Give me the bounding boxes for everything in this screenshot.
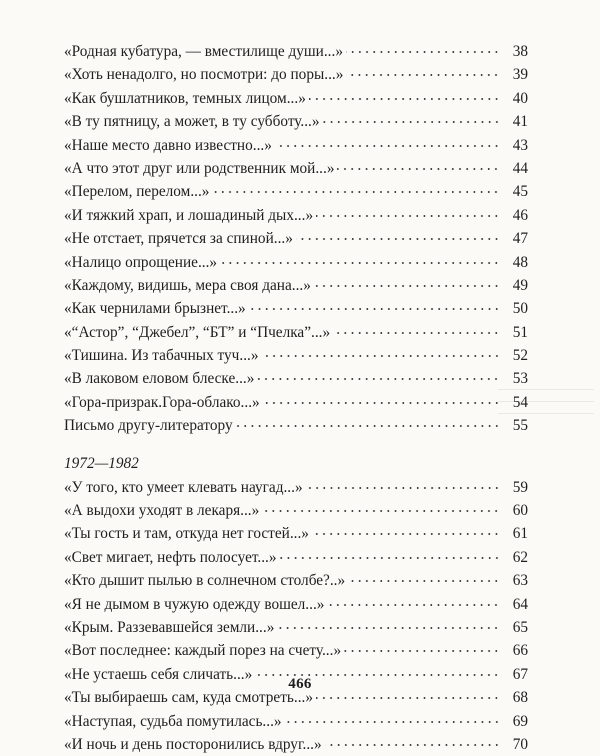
toc-entry-title: «Свет мигает, нефть полосует...» [64, 548, 277, 566]
toc-entry [64, 639, 528, 662]
toc-entry [64, 87, 528, 110]
toc-dot-leader [280, 557, 500, 559]
toc-entry-title: «Родная кубатура, — вместилище души...» [64, 43, 343, 60]
toc-dot-leader [346, 74, 500, 76]
toc-entry [64, 227, 528, 250]
toc-entry [64, 297, 528, 320]
toc-entry [64, 134, 528, 157]
toc-entry [64, 593, 528, 616]
toc-dot-leader [212, 191, 500, 193]
toc-entry-title: Письмо другу-литератору [64, 417, 233, 435]
toc-entry-page: 61 [512, 525, 528, 543]
toc-entry-page: 51 [512, 323, 528, 341]
toc-dot-leader [262, 510, 500, 512]
toc-entry-page: 60 [512, 502, 528, 520]
toc-entry [64, 710, 528, 733]
toc-dot-leader [263, 402, 500, 404]
toc-entry [64, 391, 528, 414]
toc-entry-page: 46 [512, 206, 528, 224]
toc-dot-leader [296, 238, 500, 240]
toc-dot-leader [337, 168, 500, 170]
toc-entry-page: 59 [512, 478, 528, 496]
toc-entry [64, 414, 528, 437]
toc-entry-page: 48 [512, 253, 528, 271]
toc-dot-leader [312, 533, 500, 535]
toc-entry-page: 50 [512, 300, 528, 318]
toc-entry-page: 65 [512, 618, 528, 636]
toc-entry-title: «Хоть ненадолго, но посмотри: до поры...» [64, 66, 344, 84]
toc-entry-title: «У того, кто умеет клевать наугад...» [64, 478, 303, 496]
toc-entry-title: «Гора-призрак.Гора-облако...» [64, 393, 260, 411]
toc-entry-title: «Не устаешь себя сличать...» [64, 665, 253, 683]
toc-entry [64, 274, 528, 297]
toc-entry-title: «Не отстает, прячется за спиной...» [64, 230, 293, 248]
toc-entry-page: 63 [512, 572, 528, 590]
toc-entry-page: 64 [512, 595, 528, 613]
toc-dot-leader [236, 425, 500, 427]
toc-dot-leader [333, 332, 500, 334]
toc-entry-title: «Как бушлатников, темных лицом...» [64, 89, 306, 107]
toc-entry [64, 522, 528, 545]
toc-entry-title: «“Астор”, “Джебел”, “БТ” и “Пчелка”...» [64, 323, 331, 341]
toc-dot-leader [346, 51, 500, 53]
toc-dot-leader [316, 697, 500, 699]
toc-entry-page: 43 [512, 136, 528, 154]
toc-entry-page: 67 [512, 665, 528, 683]
toc-entry-page: 54 [512, 393, 528, 411]
toc-entry [64, 321, 528, 344]
toc-entry-title: «Ты выбираешь сам, куда смотреть...» [64, 689, 314, 707]
toc-dot-leader [249, 308, 500, 310]
toc-dot-leader [323, 121, 500, 123]
toc-dot-leader [327, 604, 500, 606]
toc-entry-page: 68 [512, 689, 528, 707]
toc-entry-title: «И тяжкий храп, и лошадиный дых...» [64, 206, 314, 224]
toc-entry-page: 41 [512, 113, 528, 131]
toc-entry [64, 476, 528, 499]
toc-entry [64, 733, 528, 756]
toc-entry-title: «Перелом, перелом...» [64, 183, 210, 201]
page-number: 466 [288, 676, 312, 692]
toc-entry-page: 69 [512, 712, 528, 730]
toc-entry [64, 367, 528, 390]
toc-entry-title: «Наступая, судьба помутилась...» [64, 712, 282, 730]
toc-dot-leader [325, 744, 500, 746]
toc-entry-title: «А что этот друг или родственник мой...» [64, 159, 335, 177]
toc-entry-page: 62 [512, 548, 528, 566]
toc-dot-leader [285, 721, 500, 723]
toc-entry-page: 44 [512, 159, 528, 177]
toc-entry [64, 110, 528, 133]
toc-dot-leader [306, 487, 500, 489]
toc-entry-title: «В ту пятницу, а может, в ту субботу...» [64, 113, 320, 131]
toc-entry-page: 52 [512, 347, 528, 365]
toc-entry-title: «Каждому, видишь, мера своя дана...» [64, 276, 311, 294]
toc-dot-leader [262, 355, 501, 357]
toc-entry [64, 40, 528, 63]
toc-entry [64, 546, 528, 569]
toc-entry-page: 38 [512, 43, 528, 60]
toc-entry-title: «Тишина. Из табачных туч...» [64, 347, 259, 365]
toc-dot-leader [348, 580, 500, 582]
toc-entry [64, 63, 528, 86]
toc-dot-leader [275, 145, 500, 147]
toc-dot-leader [277, 627, 500, 629]
toc-section-2 [64, 476, 528, 756]
toc-entry-page: 53 [512, 370, 528, 388]
toc-dot-leader [344, 650, 500, 652]
toc-entry [64, 569, 528, 592]
toc-entry-title: «Я не дымом в чужую одежду вошел...» [64, 595, 325, 613]
toc-entry-page: 70 [512, 735, 528, 753]
toc-dot-leader [314, 285, 500, 287]
toc-entry [64, 180, 528, 203]
toc-entry [64, 344, 528, 367]
toc-entry-title: «Ты гость и там, откуда нет гостей...» [64, 525, 309, 543]
section-heading: 1972—1982 [64, 454, 139, 472]
toc-entry-title: «Наше место давно известно...» [64, 136, 272, 154]
toc-entry [64, 251, 528, 274]
toc-entry-title: «В лаковом еловом блеске...» [64, 370, 255, 388]
toc-entry-page: 49 [512, 276, 528, 294]
toc-entry-page: 39 [512, 66, 528, 84]
toc-entry-title: «А выдохи уходят в лекаря...» [64, 502, 260, 520]
toc-entry-page: 66 [512, 642, 528, 660]
toc-entry-title: «Вот последнее: каждый порез на счету...» [64, 642, 342, 660]
toc-entry [64, 157, 528, 180]
toc-entry-title: «И ночь и день посторонились вдруг...» [64, 735, 322, 753]
toc-entry-title: «Налицо опрощение...» [64, 253, 218, 271]
toc-entry-title: «Крым. Раззевавшейся земли...» [64, 618, 275, 636]
table-of-contents [64, 40, 528, 756]
bleed-through-text [498, 384, 594, 420]
toc-dot-leader [220, 262, 500, 264]
toc-entry-title: «Кто дышит пылью в солнечном столбе?..» [64, 572, 346, 590]
toc-entry [64, 204, 528, 227]
toc-section-1 [64, 40, 528, 438]
toc-entry-page: 45 [512, 183, 528, 201]
toc-entry-page: 47 [512, 230, 528, 248]
toc-entry [64, 616, 528, 639]
toc-entry [64, 499, 528, 522]
toc-dot-leader [309, 98, 500, 100]
toc-dot-leader [316, 215, 500, 217]
toc-entry-page: 40 [512, 89, 528, 107]
toc-entry-page: 55 [512, 417, 528, 435]
toc-dot-leader [257, 378, 500, 380]
toc-entry-title: «Как чернилами брызнет...» [64, 300, 246, 318]
